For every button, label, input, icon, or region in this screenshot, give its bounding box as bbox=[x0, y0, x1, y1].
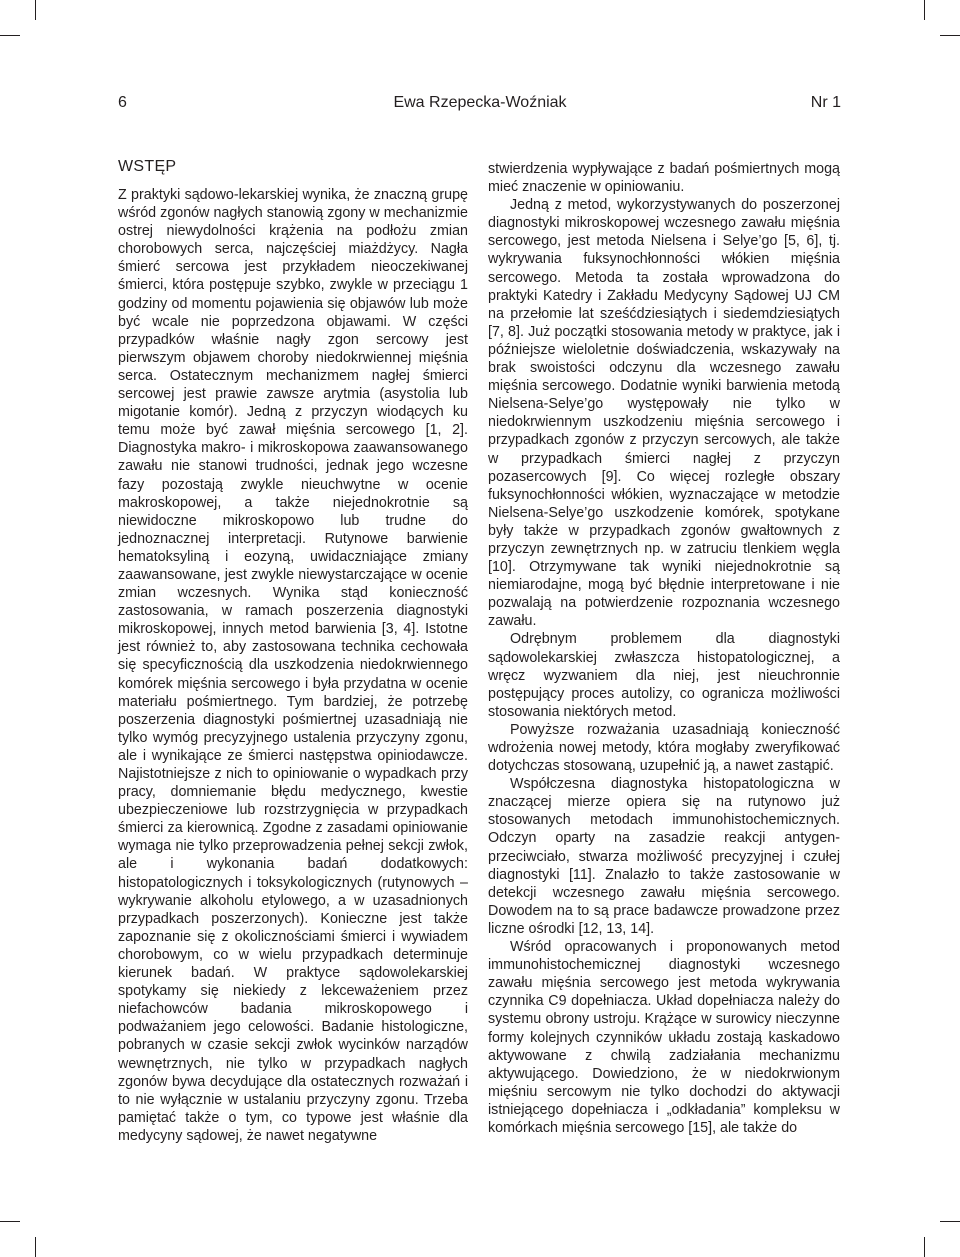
right-column bbox=[488, 160, 840, 1137]
crop-mark bbox=[940, 1221, 960, 1222]
crop-mark bbox=[924, 1237, 925, 1257]
issue-number: Nr 1 bbox=[810, 94, 841, 111]
paragraph: Powyższe rozważania uzasadniają konieczność wdrożenia nowej metody, która mogłaby zweryfikować dotychczas stosowaną, uzupełnić ją, a nawet zastąpić. bbox=[488, 721, 840, 775]
crop-mark bbox=[940, 35, 960, 36]
section-heading: WSTĘP bbox=[118, 158, 177, 175]
crop-mark bbox=[0, 35, 20, 36]
crop-mark bbox=[0, 1221, 20, 1222]
paragraph: Odrębnym problemem dla diagnostyki sądowolekarskiej zwłaszcza histopatologicznej, a wręcz wyzwaniem dla niej, jest nieuchronnie postępujący proces autolizy, co ogranicza możliwości stosowania niektórych metod. bbox=[488, 631, 840, 720]
paragraph: Wśród opracowanych i proponowanych metod immunohistochemicznej diagnostyki wczesnego zawału mięśnia sercowego jest metoda wykrywania czynnika C9 dopełniacza. Układ dopełniacza należy do systemu obrony ustroju. Krążące w surowicy nieczynne formy kolejnych czynników układu zostają kaskadowo aktywowane z chwilą zadziałania mechanizmu aktywującego. Dowiedziono, że w niedokrwionym mięśniu sercowym nie tylko dochodzi do aktywacji istniejącego dopełniacza i „odkładania” kompleksu w komórkach mięśnia sercowego [15], ale także do bbox=[488, 939, 840, 1136]
crop-mark bbox=[35, 1237, 36, 1257]
paragraph-continuation: stwierdzenia wypływające z badań pośmiertnych mogą mieć znaczenie w opiniowaniu. bbox=[488, 161, 840, 196]
crop-mark bbox=[35, 0, 36, 20]
paragraph: Współczesna diagnostyka histopatologiczna w znaczącej mierze opiera się na rutynowo już stosowanych metodach immunohistochemicznych. Odczyn oparty na zasadzie reakcji antygen-przeciwciało, stwarza możliwość precyzyjnej i czułej diagnostyki [11]. Znalazło to także zastosowanie w detekcji wczesnego zawału mięśnia sercowego. Dowodem na to są prace badawcze prowadzone przez liczne ośrodki [12, 13, 14]. bbox=[488, 776, 840, 937]
left-column bbox=[118, 186, 468, 1145]
paragraph: Z praktyki sądowo-lekarskiej wynika, że znaczną grupę wśród zgonów nagłych stanowią zgony w mechanizmie ostrej niewydolności krążenia na podłożu zmian chorobowych serca, najczęściej miażdżycy. Nagła śmierć sercowa jest przykładem nieoczekiwanej śmierci, która postępuje szybko, zwykle w przeciągu 1 godziny od momentu pojawienia się objawów lub może być wcale nie poprzedzona objawami. W części przypadków właśnie nagły zgon sercowy jest pierwszym objawem choroby niedokrwiennej mięśnia serca. Ostatecznym mechanizmem nagłej śmierci sercowej jest prawie zawsze arytmia (asystolia lub migotanie komór). Jedną z przyczyn wiodących ku temu może być zawał mięśnia sercowego [1, 2]. Diagnostyka makro- i mikroskopowa zaawansowanego zawału nie stanowi trudności, jednak jego wczesne fazy pozostają zwykle nieuchwytne w ocenie makroskopowej, a także niejednokrotnie są niewidoczne mikroskopowo lub trudne do jednoznacznej interpretacji. Rutynowe barwienie hematoksyliną i eozyną, uwidaczniające zmiany zaawansowane, jest zwykle niewystarczające w ocenie zmian wczesnych. Wynika stąd konieczność zastosowania, w ramach poszerzenia diagnostyki mikroskopowej, innych metod barwienia [3, 4]. Istotne jest również to, aby zastosowana technika cechowała się specyficznością dla uszkodzenia niedokrwiennego komórek mięśnia sercowego i była przydatna w ocenie materiału pośmiertnego. Tym bardziej, że potrzebę poszerzenia diagnostyki pośmiertnej uzasadniają nie tylko wymóg precyzyjnego ustalenia przyczyny zgonu, ale i wynikające ze śmierci następstwa opiniodawcze. Najistotniejsze z nich to opiniowanie o wypadkach przy pracy, domniemanie błędu medycznego, kwestie ubezpieczeniowe lub rozstrzygnięcia w przypadkach śmierci za kierownicą. Zgodne z zasadami opiniowanie wymaga nie tylko przeprowadzenia pełnej sekcji zwłok, ale i wykonania badań dodatkowych: histopatologicznych i toksykologicznych (rutynowych – wykrywanie alkoholu etylowego, a w uzasadnionych przypadkach poszerzonych). Konieczne jest także zapoznanie się z okolicznościami śmierci i wywiadem chorobowym, co w wielu przypadkach determinuje kierunek badań. W praktyce sądowolekarskiej spotykamy się niekiedy z lekceważeniem przez niefachowców badania mikroskopowego i podważaniem jego celowości. Badanie histologiczne, pobranych w czasie sekcji zwłok wycinków narządów wewnętrznych, nie tylko w przypadkach nagłych zgonów bywa decydujące dla ostatecznych rozważań i to nie wyłącznie w ustalaniu przyczyny zgonu. Trzeba pamiętać także o tym, co typowe jest właśnie dla medycyny sądowej, że nawet negatywne bbox=[118, 187, 468, 1144]
crop-mark bbox=[924, 0, 925, 20]
running-head-author: Ewa Rzepecka-Woźniak bbox=[393, 94, 567, 111]
page-number: 6 bbox=[118, 94, 127, 111]
paragraph: Jedną z metod, wykorzystywanych do poszerzonej diagnostyki mikroskopowej wczesnego zawału mięśnia sercowego, jest metoda Nielsena i Selye’go [5, 6], tj. wykrywania fuksynochłonności włókien mięśnia sercowego. Metoda ta została wprowadzona do praktyki Katedry i Zakładu Medycyny Sądowej UJ CM na przełomie lat sześćdziesiątych i siedemdziesiątych [7, 8]. Już początki stosowania metody w praktyce, jak i późniejsze wieloletnie doświadczenia, wskazywały na brak swoistości odczynu dla wczesnego zawału mięśnia sercowego. Dodatnie wyniki barwienia metodą Nielsena-Selye’go występowały nie tylko w niedokrwiennym uszkodzeniu mięśnia sercowego i przypadkach zgonów z przyczyn sercowych, ale także w przypadkach śmierci nagłej z przyczyn pozasercowych [9]. Co więcej rozległe obszary fuksynochłonności włókien, wyznaczające w metodzie Nielsena-Selye’go uszkodzenie komórek, spotykane były także w przypadkach zgonów gwałtownych z przyczyn zewnętrznych np. w zatruciu tlenkiem węgla [10]. Otrzymywane tak wyniki niejednokrotnie są niemiarodajne, mogą być błędnie interpretowane i nie pozwalają na potwierdzenie rozpoznania wczesnego zawału. bbox=[488, 197, 840, 630]
